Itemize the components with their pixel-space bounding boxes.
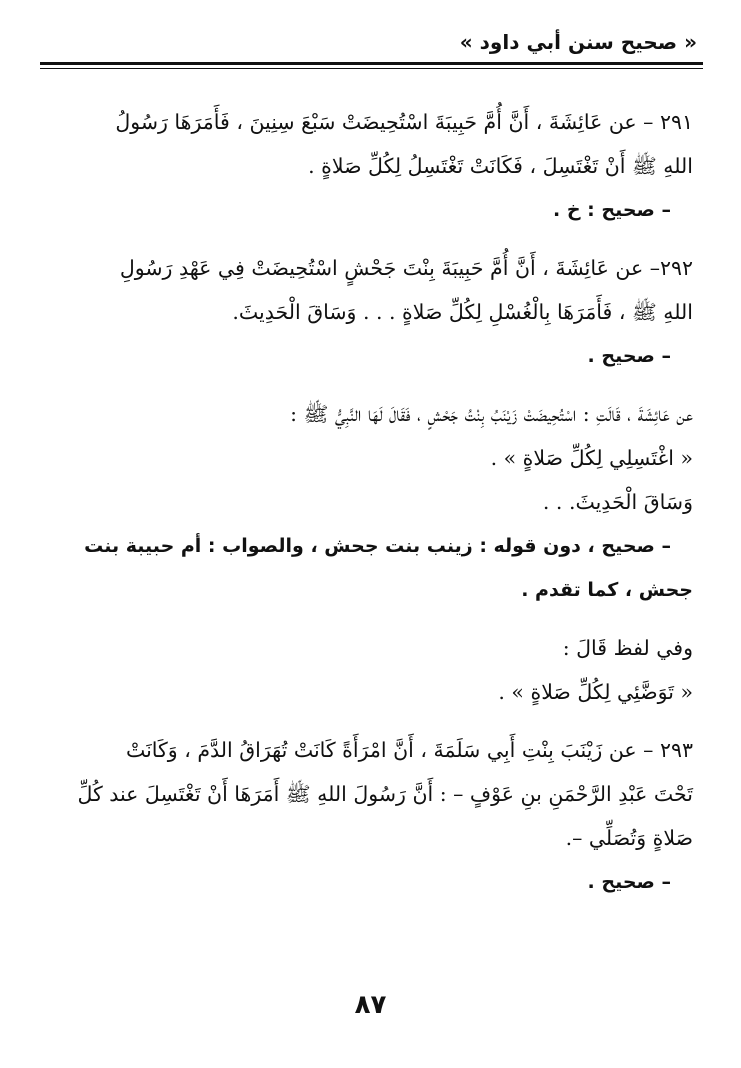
page-number: ٨٧ [354,990,387,1020]
hadith-291 [43,100,693,232]
hadith-293 [43,728,693,904]
narration-aisha-grade-line-1: – صحيح ، دون قوله : زينب بنت جحش ، والصواب : أم حبيبة بنت [84,535,671,557]
narration-other-quote: « تَوَضَّئِي لِكُلِّ صَلاةٍ » . [498,680,693,704]
header-rule-thin [40,68,703,69]
hadith-292-line-1: ٢٩٢– عن عَائِشَةَ ، أَنَّ أُمَّ حَبِيبَةَ بِنْتَ جَحْشٍ اسْتُحِيضَتْ فِي عَهْدِ رَسُولِ [119,256,693,280]
hadith-292-grade: – صحيح . [587,345,671,367]
hadith-293-line-1: ٢٩٣ – عن زَيْنَبَ بِنْتِ أَبِي سَلَمَةَ ، أَنَّ امْرَأَةً كَانَتْ تُهَرَاقُ الدَّمَ ، وَكَانَتْ [125,738,693,762]
running-header-title: « صحيح سنن أبي داود » [459,30,697,54]
hadith-292-line-2: اللهِ ﷺ ، فَأَمَرَهَا بِالْغُسْلِ لِكُلِّ صَلاةٍ . . . وَسَاقَ الْحَدِيثَ. [232,300,693,324]
hadith-291-grade: – صحيح : خ . [553,199,671,221]
hadith-293-line-2: تَحْتَ عَبْدِ الرَّحْمَنِ بنِ عَوْفٍ – : أَنَّ رَسُولَ اللهِ ﷺ أَمَرَهَا أَنْ تَغْتَسِلَ عند كُلِّ [77,782,693,806]
narration-aisha-continuation: وَسَاقَ الْحَدِيثَ. . . [542,490,693,514]
narration-aisha [43,392,693,612]
page-body [43,100,693,918]
hadith-292 [43,246,693,378]
hadith-291-line-1: ٢٩١ – عن عَائِشَةَ ، أَنَّ أُمَّ حَبِيبَةَ اسْتُحِيضَتْ سَبْعَ سِنِينَ ، فَأَمَرَهَا رَسُولُ [115,110,693,134]
header-rule-thick [40,62,703,65]
narration-aisha-quote: « اغْتَسِلِي لِكُلِّ صَلاةٍ » . [490,446,693,470]
narration-other [43,626,693,714]
page-header [40,30,703,68]
narration-aisha-grade-line-2: جحش ، كما تقدم . [521,579,693,601]
hadith-293-line-3: صَلاةٍ وَتُصَلِّي –. [565,826,693,850]
narration-aisha-line-1: عن عَائِشَةَ ، قَالَتِ : اسْتُحِيضَتْ زَيْنَبُ بِنْتُ جَحْشٍ ، فَقَالَ لَهَا النَّبِيُّ ﷺ : [290,402,693,426]
hadith-293-grade: – صحيح . [587,871,671,893]
narration-other-intro: وفي لفظ قَالَ : [562,636,693,660]
hadith-291-line-2: اللهِ ﷺ أَنْ تَغْتَسِلَ ، فَكَانَتْ تَغْتَسِلُ لِكُلِّ صَلاةٍ . [308,154,693,178]
